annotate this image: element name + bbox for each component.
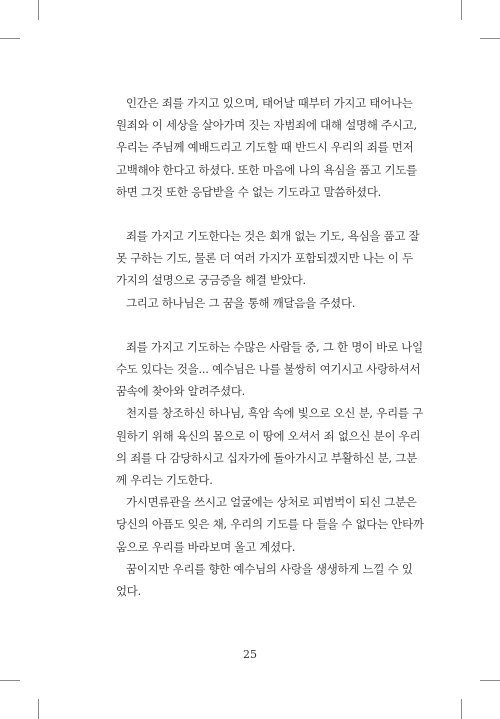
text-line: 수도 있다는 것을... 예수님은 나를 불쌍히 여기시고 사랑하셔서 xyxy=(116,362,421,377)
crop-mark-bottom-left xyxy=(38,699,39,719)
text-line: 꿈속에 찾아와 알려주셨다. xyxy=(116,384,246,399)
text-line: 하면 그것 또한 응답받을 수 없는 기도라고 말씀하셨다. xyxy=(116,184,382,199)
text-line: 가시면류관을 쓰시고 얼굴에는 상처로 피범벅이 되신 그분은 xyxy=(126,495,417,510)
text-line: 천지를 창조하신 하나님, 흑암 속에 빛으로 오신 분, 우리를 구 xyxy=(126,406,423,421)
crop-mark-right-top xyxy=(480,38,500,39)
text-line: 고백해야 한다고 하셨다. 또한 마음에 나의 욕심을 품고 기도를 xyxy=(116,162,417,177)
text-line: 못 구하는 기도, 물론 더 여러 가지가 포함되겠지만 나는 이 두 xyxy=(116,251,413,266)
text-line: 원죄와 이 세상을 살아가며 짓는 자범죄에 대해 설명해 주시고, xyxy=(116,118,417,133)
page-number: 25 xyxy=(243,648,257,661)
text-line: 원하기 위해 육신의 몸으로 이 땅에 오셔서 죄 없으신 분이 우리 xyxy=(116,428,421,443)
crop-mark-top-right xyxy=(461,0,462,20)
text-line: 죄를 가지고 기도하는 수많은 사람들 중, 그 한 명이 바로 나일 xyxy=(126,339,423,354)
crop-mark-bottom-right xyxy=(461,699,462,719)
text-line: 인간은 죄를 가지고 있으며, 태어날 때부터 가지고 태어나는 xyxy=(126,96,413,110)
text-line: 었다. xyxy=(116,584,142,599)
text-line: 움으로 우리를 바라보며 울고 계셨다. xyxy=(116,539,296,554)
crop-mark-right-bottom xyxy=(480,680,500,681)
crop-mark-top-left xyxy=(38,0,39,20)
crop-mark-left-top xyxy=(0,38,20,39)
text-line: 가지의 설명으로 궁금증을 해결 받았다. xyxy=(116,273,306,288)
text-line: 우리는 주님께 예배드리고 기도할 때 반드시 우리의 죄를 먼저 xyxy=(116,140,414,155)
text-line: 의 죄를 다 감당하시고 십자가에 돌아가시고 부활하신 분, 그분 xyxy=(116,450,417,465)
body-text xyxy=(116,92,424,602)
text-line: 그리고 하나님은 그 꿈을 통해 깨달음을 주셨다. xyxy=(126,295,356,310)
text-line: 당신의 아픔도 잊은 채, 우리의 기도를 다 들을 수 없다는 안타까 xyxy=(116,517,424,532)
text-line: 께 우리는 기도한다. xyxy=(116,473,213,488)
text-line: 꿈이지만 우리를 향한 예수님의 사랑을 생생하게 느낄 수 있 xyxy=(126,561,413,576)
text-line: 죄를 가지고 기도한다는 것은 회개 없는 기도, 욕심을 품고 잘 xyxy=(126,229,420,244)
paragraph-gap xyxy=(116,314,416,336)
crop-mark-left-bottom xyxy=(0,680,20,681)
paragraph-gap xyxy=(116,203,416,225)
